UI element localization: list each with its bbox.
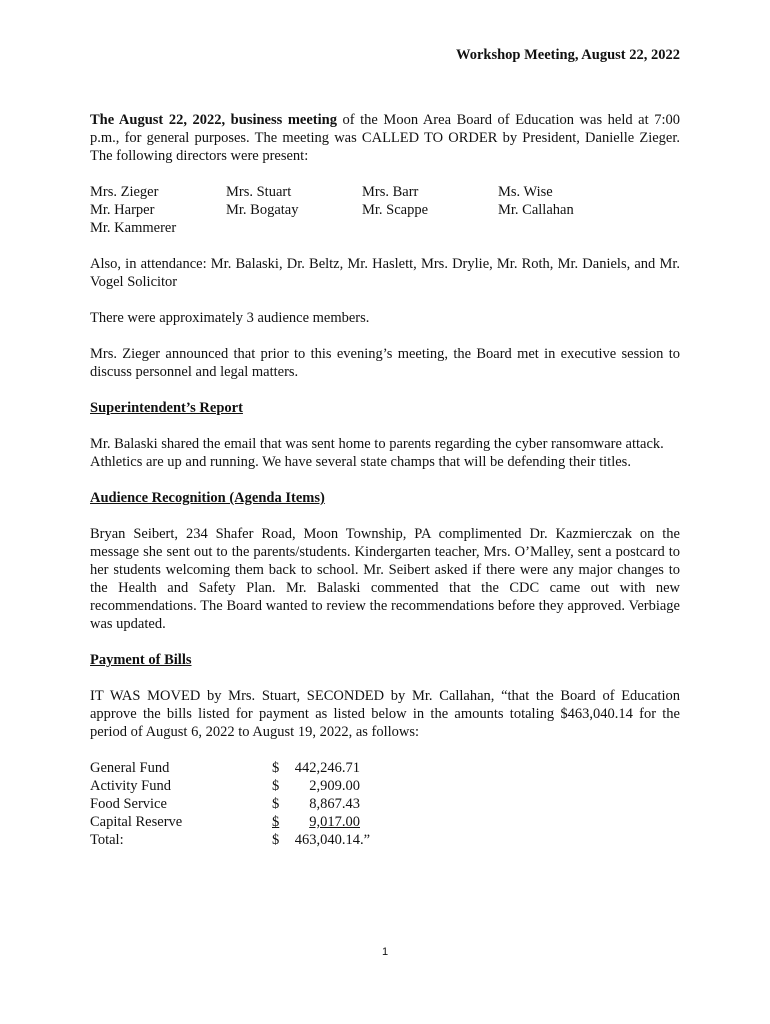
payment-motion-text: IT WAS MOVED by Mrs. Stuart, SECONDED by Mr. Callahan, “that the Board of Education approve the bills listed for payment as listed below in the amounts totaling $463,040.14 for the period of August 6, 2022 to August 19, 2022, as follows: bbox=[90, 688, 680, 740]
bill-currency: $ bbox=[272, 778, 280, 794]
audience-count-paragraph: There were approximately 3 audience members. bbox=[90, 310, 370, 326]
bill-amount: 463,040.14 bbox=[294, 832, 360, 848]
intro-text: of the Moon Area Board of Education was held at 7:00 p.m., for general purposes. The meeting was CALLED TO ORDER by President, Danielle Zieger. The following directors were present: bbox=[90, 112, 680, 164]
bill-name: Total: bbox=[90, 832, 124, 848]
director-name: Mr. Kammerer bbox=[90, 220, 177, 236]
director-name: Mr. Callahan bbox=[498, 202, 574, 218]
bill-closing-quote: .” bbox=[360, 832, 371, 848]
intro-paragraph bbox=[90, 111, 680, 165]
bill-amount: 9,017.00 bbox=[309, 814, 360, 830]
bill-name: Food Service bbox=[90, 796, 167, 812]
page-header-title: Workshop Meeting, August 22, 2022 bbox=[456, 47, 680, 63]
bill-currency: $ bbox=[272, 814, 280, 830]
directors-column bbox=[226, 183, 362, 237]
document-body bbox=[90, 111, 680, 849]
director-name: Mr. Scappe bbox=[362, 202, 429, 218]
directors-column bbox=[90, 183, 226, 237]
directors-column bbox=[498, 183, 680, 237]
bills-list bbox=[90, 759, 680, 849]
bill-row-capital-reserve bbox=[90, 813, 680, 831]
audience-recognition-text: Bryan Seibert, 234 Shafer Road, Moon Township, PA complimented Dr. Kazmierczak on the message she sent out to the parents/students. Kindergarten teacher, Mrs. O’Malley, sent a postcard to her students welcoming them back to school. Mr. Seibert asked if there were any major changes to the Health and Safety Plan. Mr. Balaski commented that the CDC came out with new recommendations. The Board wanted to review the recommendations before they approved. Verbiage was updated. bbox=[90, 526, 680, 632]
bill-amount: 442,246.71 bbox=[294, 760, 360, 776]
director-name: Mrs. Barr bbox=[362, 184, 419, 200]
bill-row-activity-fund bbox=[90, 777, 680, 795]
intro-bold-lead: The August 22, 2022, business meeting bbox=[90, 112, 337, 128]
bill-amount: 8,867.43 bbox=[309, 796, 360, 812]
bill-currency: $ bbox=[272, 832, 280, 848]
director-name: Mrs. Stuart bbox=[226, 184, 292, 200]
superintendent-report-text: Mr. Balaski shared the email that was sent home to parents regarding the cyber ransomware attack. Athletics are up and running. We have several state champs that will be defending their titles. bbox=[90, 436, 664, 470]
attendance-paragraph: Also, in attendance: Mr. Balaski, Dr. Beltz, Mr. Haslett, Mrs. Drylie, Mr. Roth, Mr. Daniels, and Mr. Vogel Solicitor bbox=[90, 256, 680, 290]
director-name: Mrs. Zieger bbox=[90, 184, 159, 200]
bill-name: Activity Fund bbox=[90, 778, 171, 794]
director-name: Mr. Bogatay bbox=[226, 202, 299, 218]
executive-session-paragraph: Mrs. Zieger announced that prior to this evening’s meeting, the Board met in executive session to discuss personnel and legal matters. bbox=[90, 346, 680, 380]
bill-name: Capital Reserve bbox=[90, 814, 183, 830]
director-name: Ms. Wise bbox=[498, 184, 553, 200]
bill-currency: $ bbox=[272, 796, 280, 812]
bill-row-total bbox=[90, 831, 680, 849]
directors-column bbox=[362, 183, 498, 237]
bill-row-food-service bbox=[90, 795, 680, 813]
payment-of-bills-heading: Payment of Bills bbox=[90, 652, 192, 668]
audience-recognition-heading: Audience Recognition (Agenda Items) bbox=[90, 490, 325, 506]
bill-amount: 2,909.00 bbox=[309, 778, 360, 794]
superintendent-report-heading: Superintendent’s Report bbox=[90, 400, 243, 416]
bill-name: General Fund bbox=[90, 760, 170, 776]
director-name: Mr. Harper bbox=[90, 202, 155, 218]
page-number: 1 bbox=[381, 946, 389, 958]
bill-row-general-fund bbox=[90, 759, 680, 777]
bill-currency: $ bbox=[272, 760, 280, 776]
directors-list bbox=[90, 183, 680, 237]
